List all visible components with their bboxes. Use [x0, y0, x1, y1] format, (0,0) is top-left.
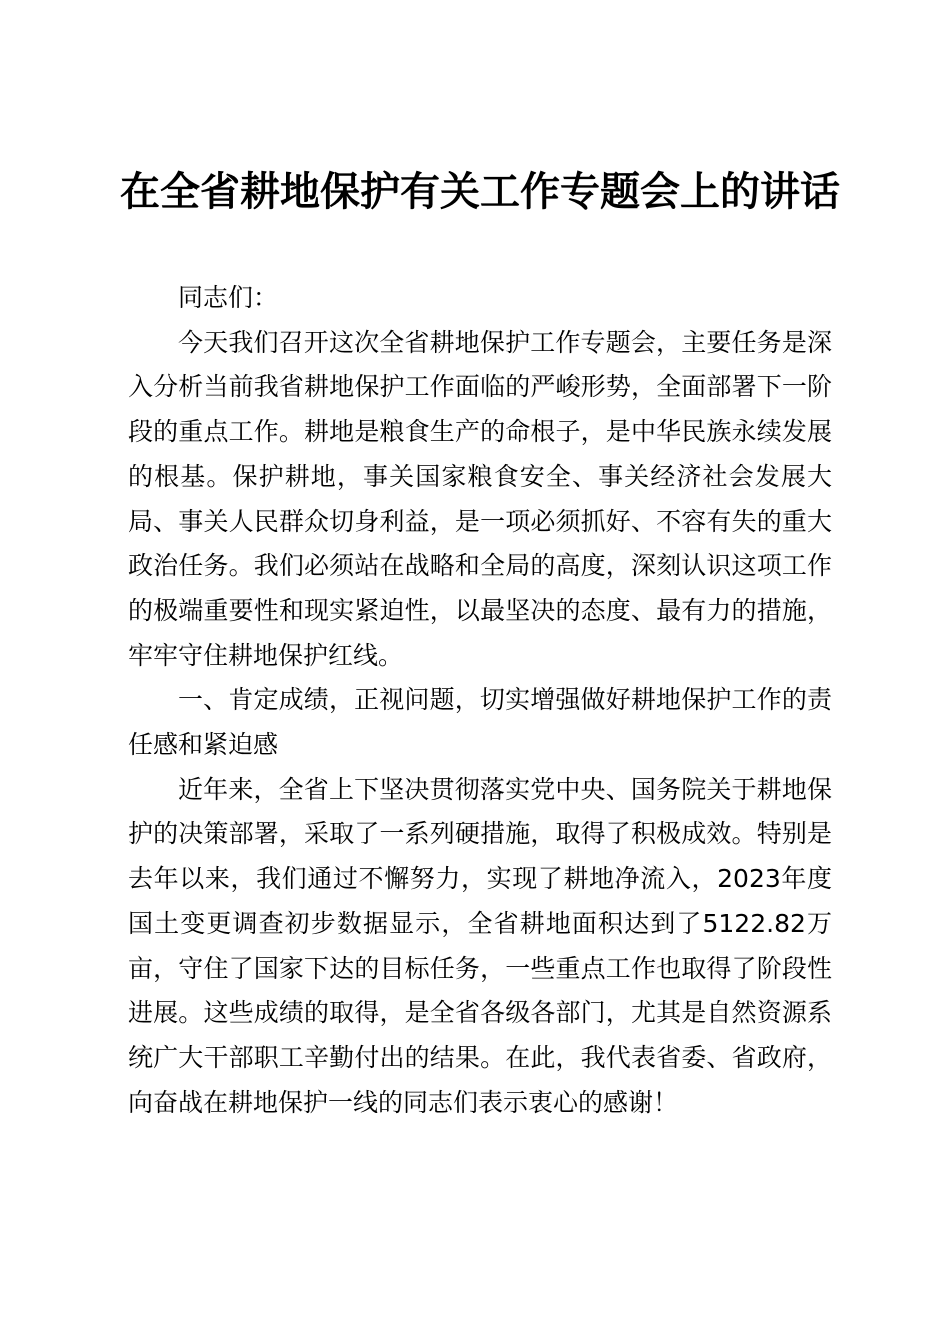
document-title: 在全省耕地保护有关工作专题会上的讲话 [120, 169, 840, 215]
paragraph-achievements: 近年来，全省上下坚决贯彻落实党中央、国务院关于耕地保护的决策部署，采取了一系列硬措施，取得了积极成效。特别是去年以来，我们通过不懈努力，实现了耕地净流入，2023年度国土变更调查初步数据显示，全省耕地面积达到了5122.82万亩，守住了国家下达的目标任务，一些重点工作也取得了阶段性进展。这些成绩的取得，是全省各级各部门，尤其是自然资源系统广大干部职工辛勤付出的结果。在此，我代表省委、省政府，向奋战在耕地保护一线的同志们表示衷心的感谢！ [128, 774, 832, 1117]
greeting: 同志们： [178, 283, 279, 312]
paragraph-intro: 今天我们召开这次全省耕地保护工作专题会，主要任务是深入分析当前我省耕地保护工作面临的严峻形势，全面部署下一阶段的重点工作。耕地是粮食生产的命根子，是中华民族永续发展的根基。保护耕地，事关国家粮食安全、事关经济社会发展大局、事关人民群众切身利益，是一项必须抓好、不容有失的重大政治任务。我们必须站在战略和全局的高度，深刻认识这项工作的极端重要性和现实紧迫性，以最坚决的态度、最有力的措施，牢牢守住耕地保护红线。 [128, 327, 832, 670]
document-body [128, 276, 832, 1125]
section-heading-1: 一、肯定成绩，正视问题，切实增强做好耕地保护工作的责任感和紧迫感 [128, 685, 832, 760]
